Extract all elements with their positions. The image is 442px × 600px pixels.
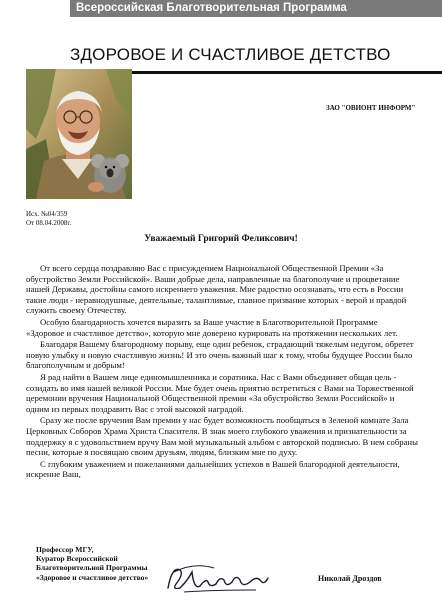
signer-name: Николай Дроздов — [318, 574, 382, 583]
program-banner: Всероссийская Благотворительная Программа — [70, 0, 442, 17]
signer-title-line: Благотворительной Программы — [36, 563, 148, 573]
salutation: Уважаемый Григорий Феликсович! — [144, 234, 298, 244]
paragraph: Благодаря Вашему благородному порыву, еще один ребенок, страдающий тяжелым недугом, обретет новую улыбку и новую счастливую жизнь! И это очень важный шаг к тому, чтобы будущее России было благополучным и добрым! — [26, 339, 414, 371]
signer-title-block — [36, 545, 148, 582]
reference-number: Исх. №04/359 — [26, 210, 68, 218]
reference-date: От 08.04.2008г. — [26, 219, 72, 227]
signer-title-line: Профессор МГУ, — [36, 545, 94, 554]
portrait-photo — [26, 69, 132, 199]
signer-title-line: Куратор Всероссийской — [36, 554, 118, 564]
paragraph: Особую благодарность хочется выразить за Ваше участие в Благотворительной Программе «Здоровое и счастливое детство», которую мне доверено курировать на протяжении нескольких лет. — [26, 316, 398, 338]
handwritten-signature — [164, 560, 272, 596]
paragraph: Сразу же после вручения Вам премии у нас будет возможность пообщаться в Зеленой комнате Зала Церковных Соборов Храма Христа Спасителя. В знак моего глубокого уважения и признательности за поддержку я с удовольствием вручу Вам мой музыкальный альбом с авторской подписью. В нем собраны песни, которые я посвящаю своим друзьям, людям, близким мне по духу. — [26, 415, 418, 458]
paragraph: С глубоким уважением и пожеланиями дальнейших успехов в Вашей благородной деятельности, искренне Ваш, — [26, 458, 400, 480]
outgoing-reference — [26, 210, 71, 228]
letter-body — [26, 263, 418, 481]
company-name: ЗАО "ОВИОНТ ИНФОРМ" — [326, 104, 416, 112]
paragraph: От всего сердца поздравляю Вас с присуждением Национальной Общественной Премии «За обустройство Земли Российской». Ваши добрые дела, направленные на благополучие и процветание нашей Державы, достойны самого искреннего уважения. Мне радостно осознавать, что есть в России такие люди - неравнодушные, деятельные, талантливые, главное призвание которых - верой и правдой служить своему Отечеству. — [26, 263, 407, 316]
program-title: ЗДОРОВОЕ И СЧАСТЛИВОЕ ДЕТСТВО — [70, 45, 391, 64]
paragraph: Я рад найти в Вашем лице единомышленника и соратника. Нас с Вами объединяет общая цель - созидать во имя нашей великой России. Мне будет очень приятно встретиться с Вами на Торжественной церемонии вручения Национальной Общественной премии «За обустройство Земли Российской» и одним из первых поздравить Вас с этой высокой наградой. — [26, 371, 414, 414]
signer-title-line: «Здоровое и счастливое детство» — [36, 572, 149, 582]
